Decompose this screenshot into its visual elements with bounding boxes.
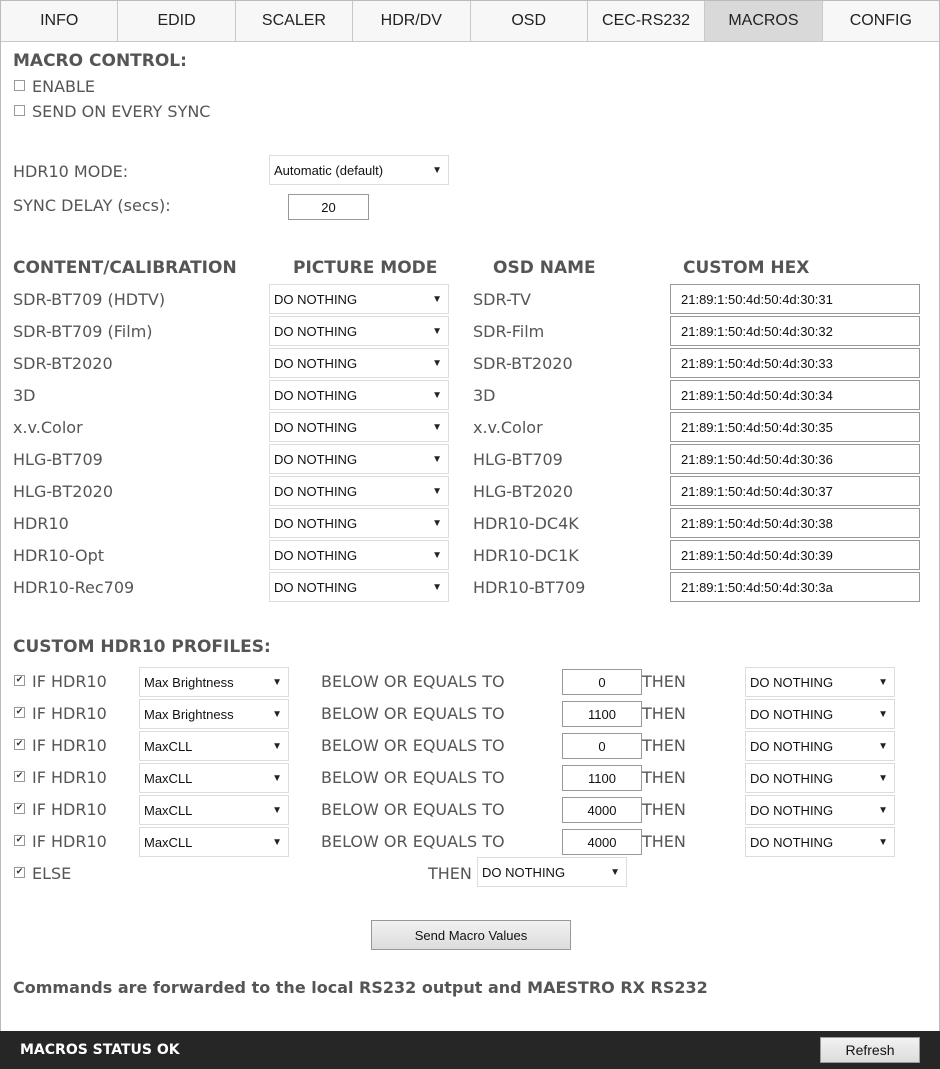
osd-name-label: SDR-BT2020: [473, 354, 573, 373]
custom-hex-input[interactable]: 21:89:1:50:4d:50:4d:30:32: [670, 316, 920, 346]
refresh-button[interactable]: Refresh: [820, 1037, 920, 1063]
profile-threshold-input[interactable]: 4000: [562, 829, 642, 855]
profile-checkbox[interactable]: [14, 675, 25, 686]
osd-name-label: HDR10-DC1K: [473, 546, 579, 565]
custom-hex-header: CUSTOM HEX: [683, 258, 810, 278]
dropdown-arrow-icon: ▼: [878, 772, 888, 784]
picture-mode-select[interactable]: [269, 412, 449, 442]
send-macro-values-button[interactable]: Send Macro Values: [371, 920, 571, 950]
checkmark-icon: ✔: [15, 867, 24, 877]
profile-metric-select[interactable]: [139, 667, 289, 697]
osd-name-label: x.v.Color: [473, 418, 543, 437]
picture-mode-select[interactable]: [269, 508, 449, 538]
profile-action-value: DO NOTHING: [750, 770, 834, 786]
profile-if-label: IF HDR10: [32, 800, 107, 819]
dropdown-arrow-icon: ▼: [432, 325, 442, 337]
checkmark-icon: ✔: [15, 707, 24, 717]
dropdown-arrow-icon: ▼: [878, 676, 888, 688]
content-label: 3D: [13, 386, 36, 405]
dropdown-arrow-icon: ▼: [610, 866, 620, 878]
else-action-value: DO NOTHING: [482, 864, 566, 880]
tab-scaler[interactable]: SCALER: [236, 1, 353, 41]
picture-mode-value: DO NOTHING: [274, 387, 358, 403]
custom-hex-input[interactable]: 21:89:1:50:4d:50:4d:30:31: [670, 284, 920, 314]
profile-condition-label: BELOW OR EQUALS TO: [321, 672, 505, 691]
profile-metric-select[interactable]: [139, 795, 289, 825]
content-label: HDR10-Opt: [13, 546, 105, 565]
profile-threshold-input[interactable]: 0: [562, 669, 642, 695]
picture-mode-value: DO NOTHING: [274, 355, 358, 371]
profile-action-select[interactable]: [745, 795, 895, 825]
picture-mode-select[interactable]: [269, 348, 449, 378]
profile-metric-select[interactable]: [139, 763, 289, 793]
tab-bar: [1, 1, 939, 42]
checkmark-icon: ✔: [15, 675, 24, 685]
custom-profiles-title: CUSTOM HDR10 PROFILES:: [13, 637, 271, 657]
dropdown-arrow-icon: ▼: [432, 517, 442, 529]
content-label: SDR-BT2020: [13, 354, 113, 373]
profile-then-label: THEN: [642, 768, 686, 787]
picture-mode-value: DO NOTHING: [274, 547, 358, 563]
dropdown-arrow-icon: ▼: [432, 293, 442, 305]
picture-mode-select[interactable]: [269, 572, 449, 602]
picture-mode-select[interactable]: [269, 476, 449, 506]
osd-name-label: 3D: [473, 386, 496, 405]
profile-condition-label: BELOW OR EQUALS TO: [321, 736, 505, 755]
profile-metric-value: Max Brightness: [144, 674, 234, 690]
custom-hex-input[interactable]: 21:89:1:50:4d:50:4d:30:34: [670, 380, 920, 410]
profile-checkbox[interactable]: [14, 835, 25, 846]
content-label: HLG-BT2020: [13, 482, 114, 501]
sync-delay-input[interactable]: 20: [288, 194, 369, 220]
tab-config[interactable]: CONFIG: [823, 1, 939, 41]
else-then-label: THEN: [428, 864, 472, 883]
checkmark-icon: ✔: [15, 771, 24, 781]
profile-threshold-input[interactable]: 1100: [562, 765, 642, 791]
content-label: x.v.Color: [13, 418, 83, 437]
osd-name-label: HDR10-BT709: [473, 578, 586, 597]
tab-cec-rs232[interactable]: CEC-RS232: [588, 1, 705, 41]
profile-action-select[interactable]: [745, 827, 895, 857]
profile-if-label: IF HDR10: [32, 832, 107, 851]
profile-metric-value: MaxCLL: [144, 738, 193, 754]
else-action-select[interactable]: [477, 857, 627, 887]
hdr10-mode-label: HDR10 MODE:: [13, 162, 129, 181]
profile-if-label: IF HDR10: [32, 736, 107, 755]
send-on-sync-checkbox[interactable]: [14, 105, 25, 116]
forwarding-note: Commands are forwarded to the local RS232 output and MAESTRO RX RS232: [13, 978, 708, 997]
profile-action-value: DO NOTHING: [750, 674, 834, 690]
picture-mode-value: DO NOTHING: [274, 419, 358, 435]
custom-hex-input[interactable]: 21:89:1:50:4d:50:4d:30:35: [670, 412, 920, 442]
content-label: SDR-BT709 (HDTV): [13, 290, 166, 309]
picture-mode-select[interactable]: [269, 284, 449, 314]
send-on-sync-label: SEND ON EVERY SYNC: [32, 102, 211, 121]
picture-mode-value: DO NOTHING: [274, 483, 358, 499]
profile-metric-select[interactable]: [139, 731, 289, 761]
profile-then-label: THEN: [642, 736, 686, 755]
profile-checkbox[interactable]: [14, 739, 25, 750]
dropdown-arrow-icon: ▼: [432, 453, 442, 465]
profile-then-label: THEN: [642, 832, 686, 851]
tab-info[interactable]: INFO: [1, 1, 118, 41]
profile-threshold-input[interactable]: 0: [562, 733, 642, 759]
custom-hex-input[interactable]: 21:89:1:50:4d:50:4d:30:39: [670, 540, 920, 570]
profile-metric-value: MaxCLL: [144, 770, 193, 786]
picture-mode-select[interactable]: [269, 316, 449, 346]
sync-delay-label: SYNC DELAY (secs):: [13, 196, 171, 215]
status-text: MACROS STATUS OK: [20, 1042, 180, 1058]
osd-name-label: HLG-BT2020: [473, 482, 574, 501]
dropdown-arrow-icon: ▼: [272, 676, 282, 688]
profile-metric-value: MaxCLL: [144, 802, 193, 818]
hdr10-mode-select[interactable]: [269, 155, 449, 185]
tab-macros[interactable]: MACROS: [705, 1, 822, 41]
custom-hex-input[interactable]: 21:89:1:50:4d:50:4d:30:36: [670, 444, 920, 474]
dropdown-arrow-icon: ▼: [272, 836, 282, 848]
osd-name-label: HLG-BT709: [473, 450, 563, 469]
custom-hex-input[interactable]: 21:89:1:50:4d:50:4d:30:37: [670, 476, 920, 506]
profile-threshold-input[interactable]: 1100: [562, 701, 642, 727]
checkmark-icon: ✔: [15, 803, 24, 813]
picture-mode-value: DO NOTHING: [274, 451, 358, 467]
dropdown-arrow-icon: ▼: [878, 740, 888, 752]
dropdown-arrow-icon: ▼: [432, 164, 442, 176]
picture-mode-select[interactable]: [269, 380, 449, 410]
profile-action-value: DO NOTHING: [750, 802, 834, 818]
picture-mode-value: DO NOTHING: [274, 291, 358, 307]
profile-condition-label: BELOW OR EQUALS TO: [321, 800, 505, 819]
profile-threshold-input[interactable]: 4000: [562, 797, 642, 823]
profile-checkbox[interactable]: [14, 707, 25, 718]
else-checkbox[interactable]: [14, 867, 25, 878]
tab-hdr-dv[interactable]: HDR/DV: [353, 1, 470, 41]
dropdown-arrow-icon: ▼: [432, 581, 442, 593]
dropdown-arrow-icon: ▼: [878, 804, 888, 816]
custom-hex-input[interactable]: 21:89:1:50:4d:50:4d:30:3a: [670, 572, 920, 602]
dropdown-arrow-icon: ▼: [432, 485, 442, 497]
dropdown-arrow-icon: ▼: [878, 836, 888, 848]
tab-osd[interactable]: OSD: [471, 1, 588, 41]
dropdown-arrow-icon: ▼: [432, 549, 442, 561]
content-label: HDR10-Rec709: [13, 578, 135, 597]
osd-name-label: SDR-TV: [473, 290, 531, 309]
content-label: HDR10: [13, 514, 69, 533]
profile-condition-label: BELOW OR EQUALS TO: [321, 832, 505, 851]
profile-if-label: IF HDR10: [32, 768, 107, 787]
profile-action-select[interactable]: [745, 763, 895, 793]
profile-if-label: IF HDR10: [32, 704, 107, 723]
content-label: SDR-BT709 (Film): [13, 322, 153, 341]
custom-hex-input[interactable]: 21:89:1:50:4d:50:4d:30:38: [670, 508, 920, 538]
profile-metric-select[interactable]: [139, 827, 289, 857]
content-label: HLG-BT709: [13, 450, 103, 469]
dropdown-arrow-icon: ▼: [272, 740, 282, 752]
custom-hex-input[interactable]: 21:89:1:50:4d:50:4d:30:33: [670, 348, 920, 378]
profile-action-select[interactable]: [745, 699, 895, 729]
picture-mode-value: DO NOTHING: [274, 579, 358, 595]
profile-condition-label: BELOW OR EQUALS TO: [321, 704, 505, 723]
dropdown-arrow-icon: ▼: [272, 804, 282, 816]
picture-mode-header: PICTURE MODE: [293, 258, 438, 278]
profile-action-select[interactable]: [745, 731, 895, 761]
picture-mode-select[interactable]: [269, 540, 449, 570]
dropdown-arrow-icon: ▼: [432, 357, 442, 369]
osd-name-label: HDR10-DC4K: [473, 514, 579, 533]
hdr10-mode-value: Automatic (default): [274, 162, 384, 178]
picture-mode-value: DO NOTHING: [274, 323, 358, 339]
profile-action-select[interactable]: [745, 667, 895, 697]
profile-action-value: DO NOTHING: [750, 706, 834, 722]
picture-mode-value: DO NOTHING: [274, 515, 358, 531]
profile-condition-label: BELOW OR EQUALS TO: [321, 768, 505, 787]
enable-label: ENABLE: [32, 77, 96, 96]
profile-checkbox[interactable]: [14, 803, 25, 814]
dropdown-arrow-icon: ▼: [272, 772, 282, 784]
macro-control-title: MACRO CONTROL:: [13, 51, 187, 71]
profile-then-label: THEN: [642, 672, 686, 691]
osd-name-label: SDR-Film: [473, 322, 545, 341]
profile-metric-select[interactable]: [139, 699, 289, 729]
content-calibration-header: CONTENT/CALIBRATION: [13, 258, 237, 278]
profile-then-label: THEN: [642, 800, 686, 819]
profile-action-value: DO NOTHING: [750, 834, 834, 850]
picture-mode-select[interactable]: [269, 444, 449, 474]
profile-then-label: THEN: [642, 704, 686, 723]
profile-checkbox[interactable]: [14, 771, 25, 782]
status-bar: [0, 1031, 940, 1069]
tab-edid[interactable]: EDID: [118, 1, 235, 41]
enable-checkbox[interactable]: [14, 80, 25, 91]
checkmark-icon: ✔: [15, 739, 24, 749]
dropdown-arrow-icon: ▼: [432, 389, 442, 401]
dropdown-arrow-icon: ▼: [432, 421, 442, 433]
osd-name-header: OSD NAME: [493, 258, 596, 278]
profile-action-value: DO NOTHING: [750, 738, 834, 754]
profile-metric-value: MaxCLL: [144, 834, 193, 850]
checkmark-icon: ✔: [15, 835, 24, 845]
dropdown-arrow-icon: ▼: [878, 708, 888, 720]
profile-metric-value: Max Brightness: [144, 706, 234, 722]
dropdown-arrow-icon: ▼: [272, 708, 282, 720]
else-label: ELSE: [32, 864, 72, 883]
profile-if-label: IF HDR10: [32, 672, 107, 691]
